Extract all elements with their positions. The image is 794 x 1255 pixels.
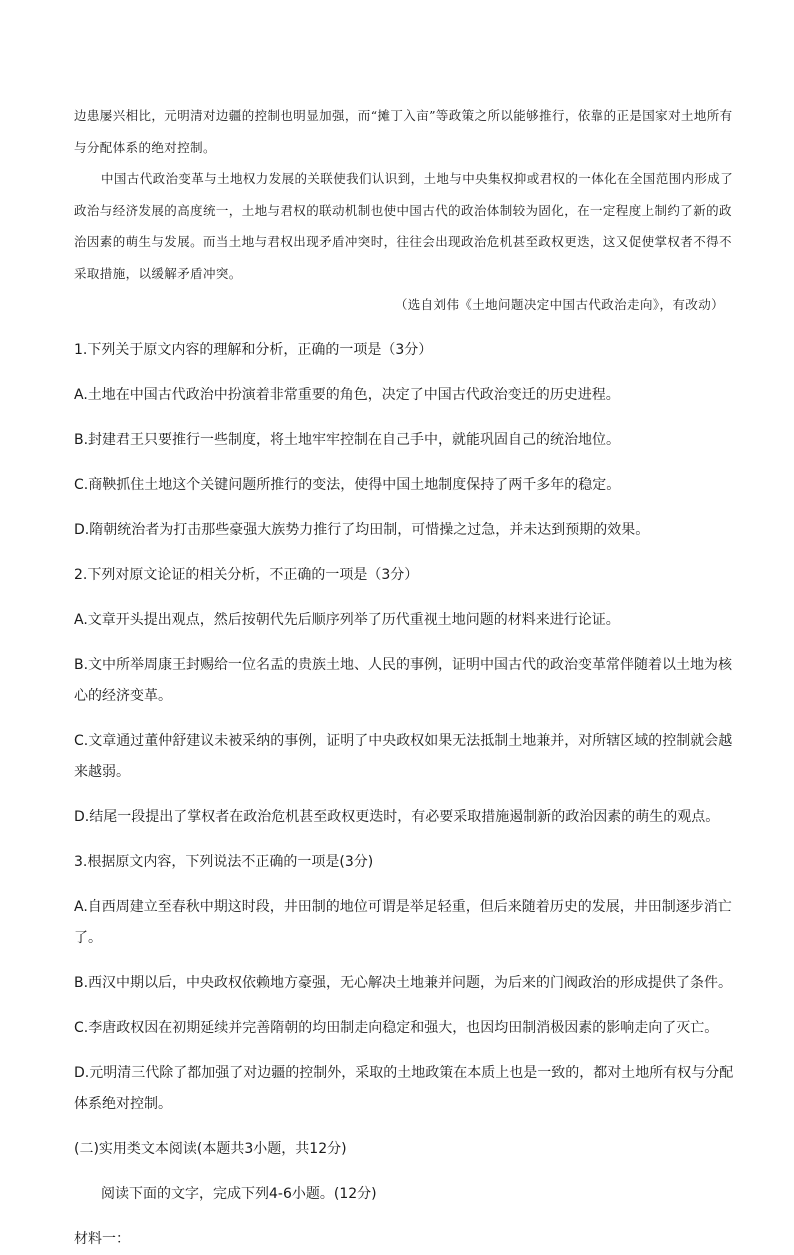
option-d: D.隋朝统治者为打击那些豪强大族势力推行了均田制，可惜操之过急，并未达到预期的效果。 — [74, 521, 650, 538]
passage-source: （选自刘伟《土地问题决定中国古代政治走向》，有改动） — [394, 297, 724, 312]
option-c: C.文章通过董仲舒建议未被采纳的事例，证明了中央政权如果无法抵制土地兼并，对所辖区域的控制就会越来越弱。 — [74, 732, 733, 780]
option-a: A.文章开头提出观点，然后按朝代先后顺序列举了历代重视土地问题的材料来进行论证。 — [74, 611, 620, 628]
option-c: C.李唐政权因在初期延续并完善隋朝的均田制走向稳定和强大，也因均田制消极因素的影响走向了灭亡。 — [74, 1019, 719, 1036]
option-a: A.自西周建立至春秋中期这时段，井田制的地位可谓是举足轻重，但后来随着历史的发展，井田制逐步消亡了。 — [74, 898, 732, 946]
material-label: 材料一： — [74, 1230, 130, 1247]
option-b: B.文中所举周康王封赐给一位名盂的贵族土地、人民的事例，证明中国古代的政治变革常伴随着以土地为核心的经济变革。 — [74, 656, 733, 704]
passage-paragraph-1: 边患屡兴相比，元明清对边疆的控制也明显加强，而“摊丁入亩”等政策之所以能够推行，依靠的正是国家对土地所有与分配体系的绝对控制。 — [74, 108, 733, 155]
option-b: B.封建君王只要推行一些制度，将土地牢牢控制在自己手中，就能巩固自己的统治地位。 — [74, 431, 621, 448]
question-1 — [74, 335, 736, 546]
section-2-instruction: 阅读下面的文字，完成下列4-6小题。(12分) — [101, 1185, 377, 1202]
section-2-heading: (二)实用类文本阅读(本题共3小题，共12分) — [74, 1140, 347, 1157]
question-stem: 3.根据原文内容，下列说法不正确的一项是(3分) — [74, 853, 374, 870]
option-a: A.土地在中国古代政治中扮演着非常重要的角色，决定了中国古代政治变迁的历史进程。 — [74, 386, 620, 403]
option-b: B.西汉中期以后，中央政权依赖地方豪强，无心解决土地兼并问题，为后来的门阀政治的形成提供了条件。 — [74, 974, 733, 991]
question-3 — [74, 847, 736, 1120]
passage-paragraph-2: 中国古代政治变革与土地权力发展的关联使我们认识到，土地与中央集权抑或君权的一体化在全国范围内形成了政治与经济发展的高度统一，土地与君权的联动机制也使中国古代的政治体制较为固化，在一定程度上制约了新的政治因素的萌生与发展。而当土地与君权出现矛盾冲突时，往往会出现政治危机甚至政权更迭，这又促使掌权者不得不采取措施，以缓解矛盾冲突。 — [74, 171, 734, 281]
option-d: D.元明清三代除了都加强了对边疆的控制外，采取的土地政策在本质上也是一致的，都对土地所有权与分配体系绝对控制。 — [74, 1064, 734, 1112]
option-d: D.结尾一段提出了掌权者在政治危机甚至政权更迭时，有必要采取措施遏制新的政治因素的萌生的观点。 — [74, 808, 720, 825]
question-stem: 1.下列关于原文内容的理解和分析，正确的一项是（3分） — [74, 341, 433, 358]
question-stem: 2.下列对原文论证的相关分析，不正确的一项是（3分） — [74, 566, 419, 583]
option-c: C.商鞅抓住土地这个关键问题所推行的变法，使得中国土地制度保持了两千多年的稳定。 — [74, 476, 621, 493]
question-2 — [74, 560, 736, 833]
